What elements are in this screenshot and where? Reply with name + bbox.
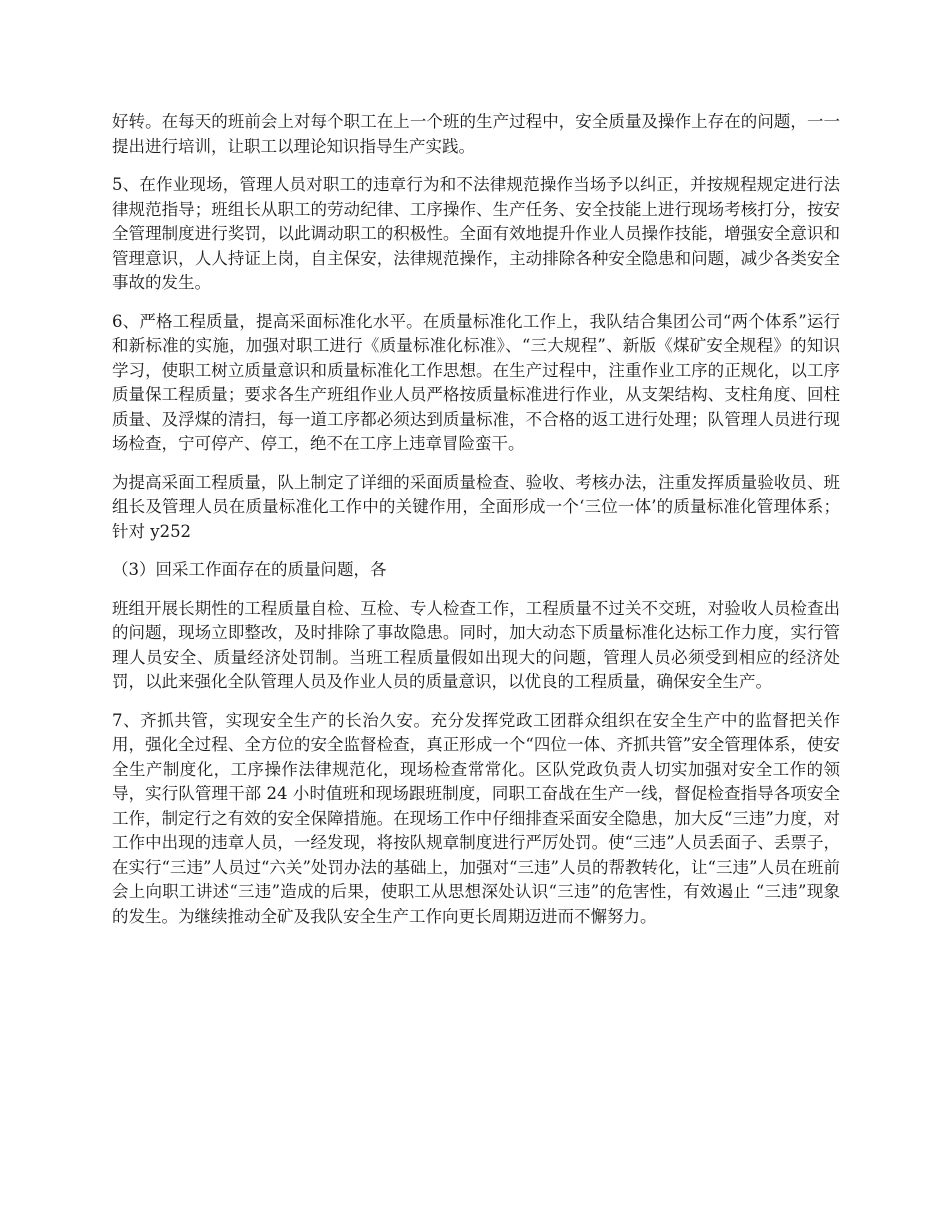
paragraph-1: 好转。在每天的班前会上对每个职工在上一个班的生产过程中，安全质量及操作上存在的问题，一一提出进行培训，让职工以理论知识指导生产实践。 xyxy=(112,112,840,156)
paragraph-3: 6、严格工程质量，提高采面标准化水平。在质量标准化工作上，我队结合集团公司“两个体系”运行和新标准的实施，加强对职工进行《质量标准化标准》、“三大规程”、新版《煤矿安全规程》的知识学习，使职工树立质量意识和质量标准化工作思想。在生产过程中，注重作业工序的正规化，以工序质量保工程质量；要求各生产班组作业人员严格按质量标准进行作业，从支架结构、支柱角度、回柱质量、及浮煤的清扫，每一道工序都必须达到质量标准，不合格的返工进行处理；队管理人员进行现场检查，宁可停产、停工，绝不在工序上违章冒险蛮干。 xyxy=(112,311,840,453)
paragraph-2: 5、在作业现场，管理人员对职工的违章行为和不法律规范操作当场予以纠正，并按规程规定进行法律规范指导；班组长从职工的劳动纪律、工序操作、生产任务、安全技能上进行现场考核打分，按安全管理制度进行奖罚，以此调动职工的积极性。全面有效地提升作业人员操作技能，增强安全意识和管理意识，人人持证上岗，自主保安，法律规范操作，主动排除各种安全隐患和问题，减少各类安全事故的发生。 xyxy=(112,175,840,292)
paragraph-5: （3）回采工作面存在的质量问题，各 xyxy=(112,560,387,579)
paragraph-4: 为提高采面工程质量，队上制定了详细的采面质量检查、验收、考核办法，注重发挥质量验收员、班组长及管理人员在质量标准化工作中的关键作用，全面形成一个‘三位一体’的质量标准化管理体系；针对 y252 xyxy=(112,472,840,541)
paragraph-6: 班组开展长期性的工程质量自检、互检、专人检查工作，工程质量不过关不交班，对验收人员检查出的问题，现场立即整改，及时排除了事故隐患。同时，加大动态下质量标准化达标工作力度，实行管理人员安全、质量经济处罚制。当班工程质量假如出现大的问题，管理人员必须受到相应的经济处罚，以此来强化全队管理人员及作业人员的质量意识，以优良的工程质量，确保安全生产。 xyxy=(112,598,840,691)
paragraph-7: 7、齐抓共管，实现安全生产的长治久安。充分发挥党政工团群众组织在安全生产中的监督把关作用，强化全过程、全方位的安全监督检查，真正形成一个“四位一体、齐抓共管”安全管理体系，使安全生产制度化，工序操作法律规范化，现场检查常常化。区队党政负责人切实加强对安全工作的领导，实行队管理干部 24 小时值班和现场跟班制度，同职工奋战在生产一线，督促检查指导各项安全工作，制定行之有效的安全保障措施。在现场工作中仔细排查采面安全隐患，加大反“三违”力度，对工作中出现的违章人员，一经发现，将按队规章制度进行严厉处罚。使“三违”人员丢面子、丢票子，在实行“三违”人员过“六关”处罚办法的基础上，加强对“三违”人员的帮教转化，让“三违”人员在班前会上向职工讲述“三违”造成的后果，使职工从思想深处认识“三违”的危害性，有效遏止 “三违”现象的发生。为继续推动全矿及我队安全生产工作向更长周期迈进而不懈努力。 xyxy=(112,710,840,926)
document-body xyxy=(112,110,840,943)
